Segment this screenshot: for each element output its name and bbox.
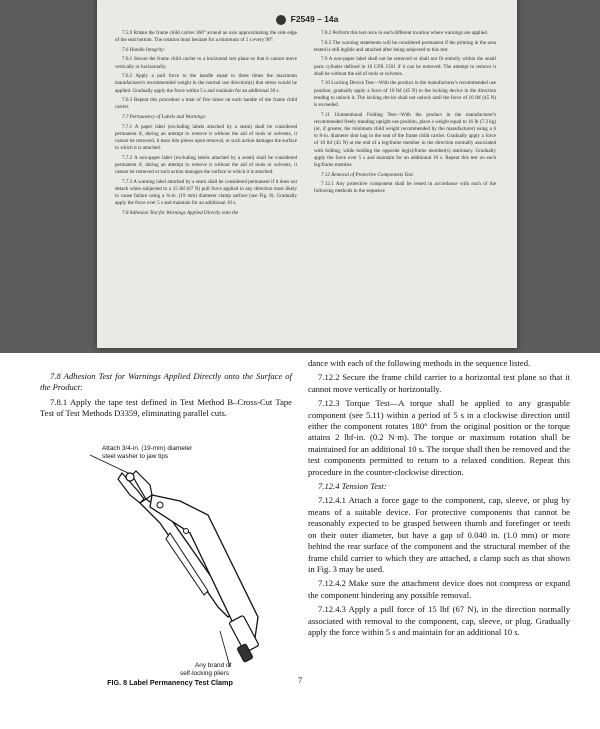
photo-background	[0, 0, 600, 353]
astm-logo-icon	[276, 15, 286, 25]
photo-paragraph: 7.9 A non-paper label shall not be removed or shall not fit entirely within the small parts cylinder defined in 16 CFR 1501 if it can be removed. The attempt to remove it shall be without the aid of tools or solvents.	[314, 56, 496, 77]
photo-heading: 7.6 Handle Integrity:	[122, 46, 166, 53]
photo-paragraph: 7.7.2 A non-paper label (excluding labels attached by a seam) shall be considered permanent if, during an attempt to remove it without the aid of tools or solvents, it cannot be removed or such action damages the surface to which it is attached.	[115, 154, 297, 176]
paragraph-7-12-3: 7.12.3 Torque Test—A torque shall be applied to any graspable component (see 5.11) within a period of 5 s in a clockwise direction until either the component rotates 180° from the original position or the torque attains 2 lbf-in. (0.2 N·m). The torque or maximum rotation shall be maintained for an additional 10 s. The torque shall then be removed and the test components permitted to return to a relaxed condition. Repeat this procedure in the counter-clockwise direction.	[308, 398, 570, 477]
photo-heading: 7.7 Permanency of Labels and Warnings:	[122, 113, 207, 120]
paragraph-7-12-4-1: 7.12.4.1 Attach a force gage to the component, cap, sleeve, or plug by means of a suitable device. For protective components that cannot be reasonably expected to be grasped between thumb and forefinger or teeth on their outer diameter, but have a gap of 0.040 in. (1.0 mm) or more behind the rear surface of the component and the structural member of the frame child carrier to which they are attached, a clamp such as that shown in Fig. 3 may be used.	[308, 495, 570, 574]
photo-paragraph: 7.11 Unintentional Folding Test—With the product in the manufacturer's recommended freely standing upright use position, place a weight equal to 16 lb (7.3 kg) (or, if greater, the minimum child weight recommended by the manufacturer) using a 6 to 8-in. diameter shot bag in the seat of the frame child carrier. Gradually apply a force of 10 lbf (45 N) at the end of a leg/frame member in the direction normally associated with folding, while holding the opposite leg(s)/frame member(s) stationary. Gradually apply the force over 5 s and maintain for an additional 10 s. Repeat this test on each leg/frame member.	[314, 111, 496, 169]
pliers-icon	[118, 471, 259, 662]
standard-designation: F2549 – 14a	[290, 14, 339, 24]
paragraph-7-12-4-3: 7.12.4.3 Apply a pull force of 15 lbf (67 N), in the direction normally associated with removal to the component, cap, sleeve, or plug. Gradually apply the force within 5 s and maintain for an additional 10 s.	[308, 604, 570, 637]
label-washer-2: steel washer to jaw tips	[102, 453, 169, 460]
right-column	[308, 358, 570, 641]
paragraph-text: 7.8.1 Apply the tape test defined in Test Method B–Cross-Cut Tape Test of Test Methods D3359, eliminating parallel cuts.	[40, 396, 292, 419]
standard-header	[97, 14, 517, 25]
page-number: 7	[297, 675, 303, 685]
photo-paragraph: 7.7.1 A paper label (excluding labels attached by a seam) shall be considered permanent if, during an attempt to remove it without the aid of tools or solvents, it cannot be removed, it tears into pieces upon removal, or such action damages the surface to which it is attached.	[115, 123, 297, 152]
figure-caption: FIG. 8 Label Permanency Test Clamp	[107, 678, 233, 687]
photo-paragraph: 7.12.1 Any protective component shall be tested in accordance with each of the following methods in the sequence	[314, 181, 496, 195]
photo-heading: 7.12 Removal of Protective Components Test:	[321, 171, 414, 178]
label-washer: Attach 3/4-in. (19-mm) diameter	[102, 445, 193, 452]
photo-heading: 7.8 Adhesion Test for Warnings Applied Directly onto the	[122, 209, 239, 216]
photo-paragraph: 7.7.3 A warning label attached by a seam shall be considered permanent if it does not detach when subjected to a 15 lbf (67 N) pull force applied in any direction most likely to cause failure using a ¾-in. (19 mm) diameter clamp surface (see Fig. 8). Gradually apply the force over 5 s and maintain for an additional 10 s.	[115, 178, 297, 207]
photo-right-column	[314, 30, 496, 198]
photo-paragraph: 7.8.2 Perform this test once in each different location where warnings are applied.	[321, 30, 488, 36]
photo-paragraph: 7.6.2 Apply a pull force to the handle equal to three times the maximum manufacturer's recommended weight in the normal use direction(s) that stress would be applied. Gradually apply the force within 5 s and maintain for an additional 30 s.	[115, 73, 297, 94]
photo-paragraph: 7.10 Locking Device Test—With the product in the manufacturer's recommended use position, gradually apply a force of 10 lbf (45 N) to the locking device in the direction tending to unlock it. The locking device shall not unlock until the force of 10 lbf (45 N) is exceeded.	[314, 80, 496, 108]
paragraph-7-12-4-2: 7.12.4.2 Make sure the attachment device does not compress or expand the component hindering any possible removal.	[308, 578, 570, 600]
paragraph-continuation: dance with each of the following methods in the sequence listed.	[308, 358, 531, 368]
section-heading-adhesion: 7.8 Adhesion Test for Warnings Applied Directly onto the Surface of the Product:	[40, 371, 292, 393]
scanned-page	[0, 353, 600, 729]
photo-paragraph: 7.6.1 Secure the frame child carrier to a horizontal test plane so that it cannot move vertically or horizontally.	[115, 56, 297, 70]
photographed-page	[97, 0, 517, 348]
label-pliers: Any brand of	[195, 662, 232, 669]
heading-tension-test: 7.12.4 Tension Test:	[318, 481, 387, 492]
photo-paragraph: 7.6.3 Repeat this procedure a total of five times on each handle of the frame child carrier.	[115, 97, 297, 111]
paragraph-7-8-1	[40, 397, 292, 420]
label-pliers-2: self-locking pliers	[180, 670, 230, 677]
pliers-figure	[40, 441, 292, 691]
photo-paragraph: 7.5.9 Rotate the frame child carrier 360° around an axis approximating the side edge of the seat bottom. The rotation must hesitate for a minimum of 1 s every 90°.	[115, 30, 297, 44]
photo-paragraph: 7.8.3 The warning statements will be considered permanent if the printing in the area tested is still legible and attached after being subjected to this test.	[314, 39, 496, 53]
left-column	[40, 371, 292, 423]
paragraph-7-12-2: 7.12.2 Secure the frame child carrier to a horizontal test plane so that it cannot move vertically or horizontally.	[308, 372, 570, 394]
photo-left-column	[115, 30, 297, 220]
